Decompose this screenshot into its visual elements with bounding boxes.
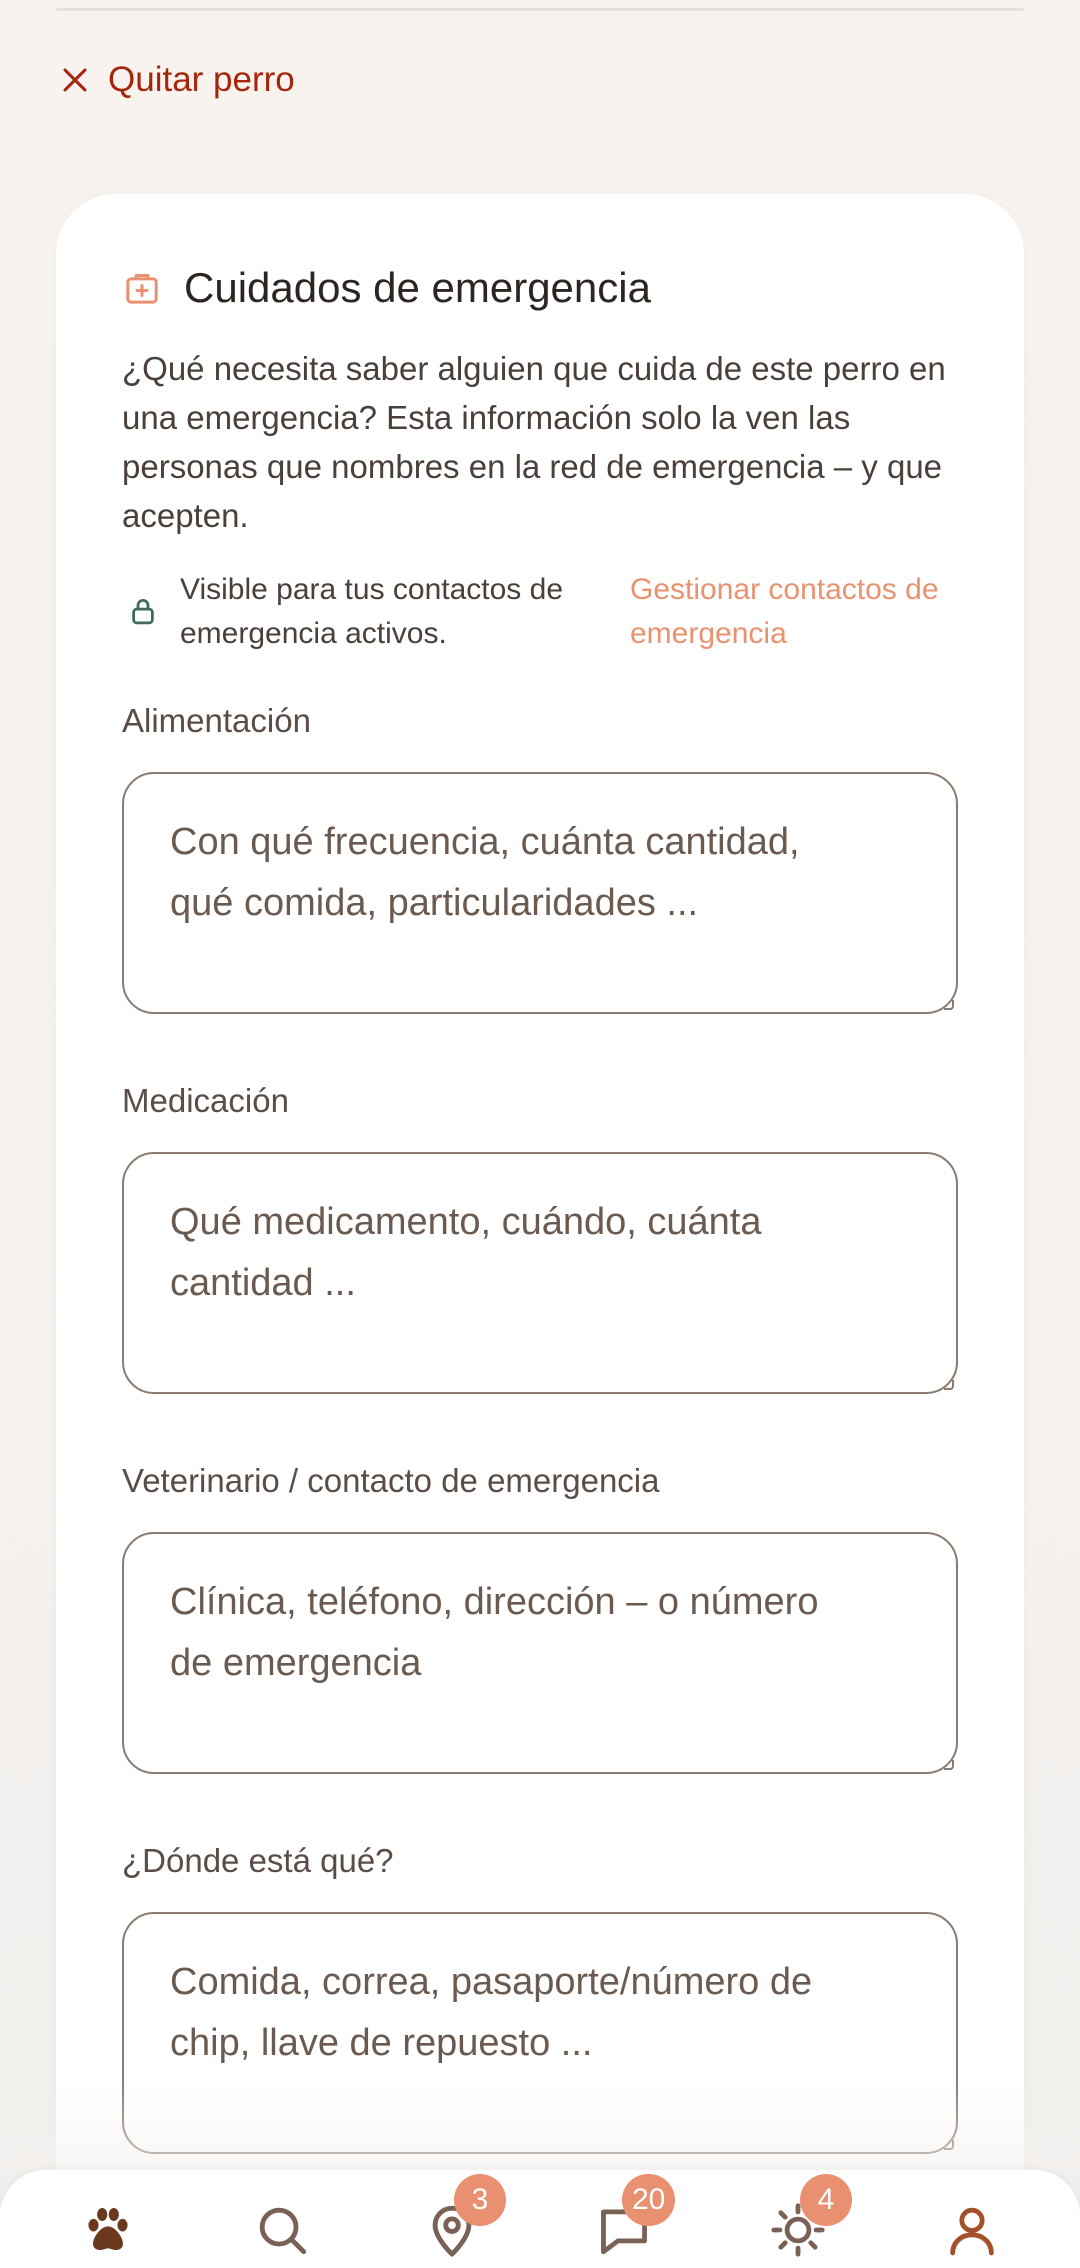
visibility-text: Visible para tus contactos de emergencia activos.	[180, 573, 564, 650]
manage-emergency-contacts-link[interactable]: Gestionar contactos de emergencia	[630, 573, 939, 650]
vet-contact-label: Veterinario / contacto de emergencia	[122, 1462, 660, 1499]
vet-contact-placeholder-line2: de emergencia	[170, 1642, 422, 1684]
section-description: ¿Qué necesita saber alguien que cuida de este perro en una emergencia? Esta información solo la ven las personas que nombres en la red de emergencia – y que acepten.	[122, 350, 946, 534]
nav-search[interactable]	[250, 2198, 314, 2262]
nav-profile[interactable]	[940, 2198, 1004, 2262]
nav-dogs[interactable]	[76, 2198, 140, 2262]
user-icon	[943, 2201, 1001, 2259]
vet-contact-placeholder-line1: Clínica, teléfono, dirección – o número	[170, 1581, 819, 1623]
feeding-placeholder-line2: qué comida, particularidades ...	[170, 882, 699, 924]
feeding-textarea[interactable]	[122, 772, 958, 1014]
first-aid-kit-icon	[122, 268, 162, 308]
resize-handle[interactable]	[944, 2140, 954, 2150]
where-is-what-label: ¿Dónde está qué?	[122, 1842, 394, 1879]
remove-dog-label: Quitar perro	[108, 60, 295, 99]
messages-badge: 20	[622, 2174, 675, 2226]
map-badge: 3	[454, 2174, 506, 2226]
vet-contact-textarea[interactable]	[122, 1532, 958, 1774]
feeding-label: Alimentación	[122, 702, 311, 739]
medication-placeholder-line1: Qué medicamento, cuándo, cuánta	[170, 1201, 762, 1243]
medication-label: Medicación	[122, 1082, 289, 1119]
section-title: Cuidados de emergencia	[184, 264, 651, 311]
resize-handle[interactable]	[944, 1760, 954, 1770]
top-divider	[56, 8, 1024, 11]
where-is-what-placeholder-line2: chip, llave de repuesto ...	[170, 2022, 593, 2064]
where-is-what-placeholder-line1: Comida, correa, pasaporte/número de	[170, 1961, 813, 2003]
search-icon	[253, 2201, 311, 2259]
section-header	[122, 264, 651, 312]
lock-icon	[128, 596, 158, 626]
emergency-care-card	[56, 194, 1024, 2268]
close-icon	[58, 63, 92, 97]
bottom-navigation	[0, 2170, 1080, 2268]
where-is-what-textarea[interactable]	[122, 1912, 958, 2154]
visibility-note	[122, 568, 982, 664]
medication-textarea[interactable]	[122, 1152, 958, 1394]
paw-icon	[79, 2201, 137, 2259]
remove-dog-button[interactable]	[58, 56, 295, 104]
medication-placeholder-line2: cantidad ...	[170, 1262, 356, 1304]
resize-handle[interactable]	[944, 1000, 954, 1010]
resize-handle[interactable]	[944, 1380, 954, 1390]
feeding-placeholder-line1: Con qué frecuencia, cuánta cantidad,	[170, 821, 800, 863]
activity-badge: 4	[800, 2174, 852, 2226]
